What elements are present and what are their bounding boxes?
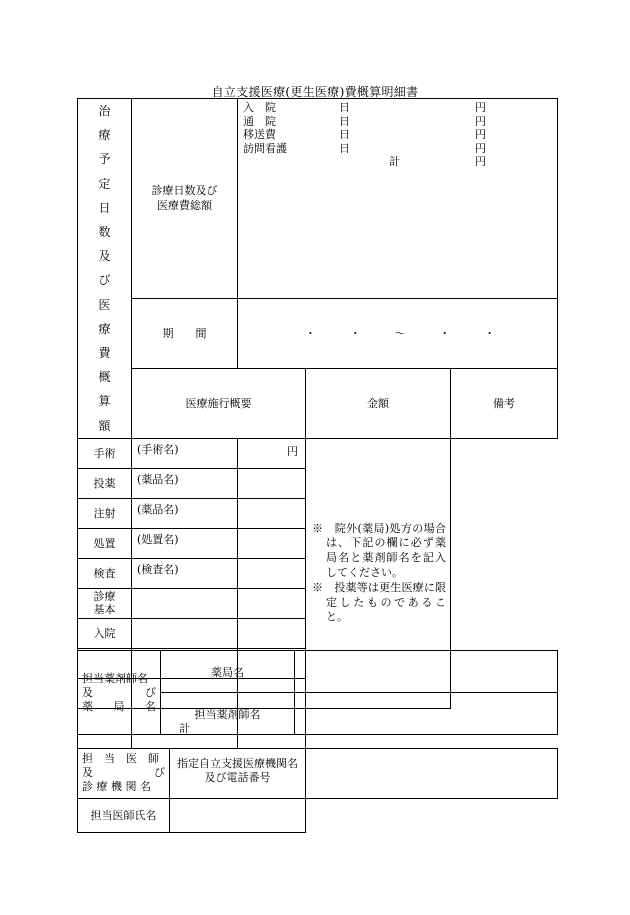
item-amount[interactable] bbox=[238, 618, 306, 648]
pharmacist-value[interactable] bbox=[295, 693, 558, 735]
cost-line-label: 通 院 bbox=[243, 114, 276, 128]
side-label-char: 医 bbox=[98, 297, 111, 312]
item-row bbox=[78, 438, 558, 468]
item-label: 検査 bbox=[78, 558, 132, 588]
cost-line[interactable] bbox=[243, 101, 557, 115]
cost-line-yen-unit: 円 bbox=[475, 101, 486, 114]
side-label-char: 額 bbox=[98, 418, 111, 433]
side-label-char: 数 bbox=[98, 225, 111, 240]
item-detail[interactable] bbox=[132, 588, 238, 618]
period-mark: ・ bbox=[304, 327, 316, 341]
form-title: 自立支援医療(更生医療)費概算明細書 bbox=[211, 85, 419, 99]
side-label-char: 定 bbox=[98, 176, 111, 191]
item-label: 入院 bbox=[78, 618, 132, 648]
side-label-char: 療 bbox=[98, 321, 111, 336]
doctor-name-label: 担当医師氏名 bbox=[78, 798, 170, 832]
period-label: 期 間 bbox=[132, 298, 238, 368]
cost-line-yen-unit: 円 bbox=[475, 141, 486, 155]
cost-total-line[interactable] bbox=[243, 155, 557, 169]
days-total-values bbox=[238, 99, 558, 299]
pharmacy-block-label: 担当薬剤師名 及 び 薬 局 名 bbox=[78, 651, 161, 735]
item-label: 投薬 bbox=[78, 468, 132, 498]
pharmacist-label: 担当薬剤師名 bbox=[161, 693, 295, 735]
pharmacy-name-value[interactable] bbox=[295, 651, 558, 693]
side-label bbox=[78, 99, 132, 439]
cost-line[interactable] bbox=[243, 115, 557, 129]
item-sub-label: (手術名) bbox=[137, 442, 179, 456]
cost-line[interactable] bbox=[243, 142, 557, 156]
pharmacy-name-label: 薬局名 bbox=[161, 651, 295, 693]
period-value[interactable] bbox=[238, 298, 558, 368]
cost-line-day-unit: 日 bbox=[339, 128, 350, 141]
days-total-label: 診療日数及び 医療費総額 bbox=[132, 99, 238, 299]
side-label-char: び bbox=[98, 273, 111, 288]
side-label-char: 及 bbox=[98, 249, 111, 264]
item-label: 処置 bbox=[78, 528, 132, 558]
item-detail[interactable] bbox=[132, 438, 238, 468]
doctor-name-value[interactable] bbox=[170, 798, 306, 832]
doctor-block-label: 担 当 医 師 及 び 診 療 機 関 名 bbox=[78, 748, 170, 798]
amount-unit: 円 bbox=[287, 444, 298, 458]
header-remarks: 備考 bbox=[451, 368, 558, 438]
subtotal-label: 計 bbox=[132, 708, 238, 748]
item-detail[interactable] bbox=[132, 468, 238, 498]
cost-line-label: 訪問看護 bbox=[243, 141, 287, 155]
cost-line-day-unit: 日 bbox=[339, 101, 350, 114]
side-label-char: 予 bbox=[98, 152, 111, 167]
cost-line-yen-unit: 円 bbox=[475, 114, 486, 128]
item-amount[interactable] bbox=[238, 498, 306, 528]
item-sub-label: (検査名) bbox=[137, 562, 179, 576]
cost-line[interactable] bbox=[243, 128, 557, 142]
item-sub-label: (薬品名) bbox=[137, 472, 179, 486]
item-label: 手術 bbox=[78, 438, 132, 468]
cost-line-day-unit: 日 bbox=[339, 114, 350, 128]
period-mark: ・ bbox=[349, 327, 361, 341]
item-detail[interactable] bbox=[132, 618, 238, 648]
institution-value[interactable] bbox=[306, 748, 558, 798]
item-detail[interactable] bbox=[132, 498, 238, 528]
side-label-char: 療 bbox=[98, 128, 111, 143]
header-amount: 金額 bbox=[306, 368, 451, 438]
side-label-char: 日 bbox=[98, 200, 111, 215]
period-mark: ・ bbox=[484, 327, 496, 341]
item-detail[interactable] bbox=[132, 558, 238, 588]
pharmacy-table bbox=[77, 650, 558, 735]
side-label-char: 算 bbox=[98, 394, 111, 409]
side-label-char: 概 bbox=[98, 370, 111, 385]
cost-total-yen-unit: 円 bbox=[475, 155, 486, 168]
remarks-note: ※ 院外(薬局)処方の場合は、下記の欄に必ず薬局名と薬剤師名を記入してください。 bbox=[312, 521, 446, 579]
cost-line-label: 移送費 bbox=[243, 128, 276, 141]
period-mark: ・ bbox=[439, 327, 451, 341]
item-amount[interactable] bbox=[238, 438, 306, 468]
item-amount[interactable] bbox=[238, 558, 306, 588]
item-amount[interactable] bbox=[238, 528, 306, 558]
header-overview: 医療施行概要 bbox=[132, 368, 306, 438]
item-label: 注射 bbox=[78, 498, 132, 528]
item-sub-label: (薬品名) bbox=[137, 502, 179, 516]
period-mark: ～ bbox=[394, 327, 406, 341]
remarks-note: ※ 投薬等は更生医療に限定したものであること。 bbox=[312, 580, 446, 624]
cost-line-day-unit: 日 bbox=[339, 141, 350, 155]
item-label: 診療 基本 bbox=[78, 588, 132, 618]
item-sub-label: (処置名) bbox=[137, 532, 179, 546]
side-label-char: 費 bbox=[98, 346, 111, 361]
item-amount[interactable] bbox=[238, 588, 306, 618]
side-label-char: 治 bbox=[98, 104, 111, 118]
cost-total-label: 計 bbox=[389, 155, 400, 168]
item-amount[interactable] bbox=[238, 468, 306, 498]
institution-label: 指定自立支援医療機関名 及び電話番号 bbox=[170, 748, 306, 798]
cost-line-label: 入 院 bbox=[243, 101, 276, 114]
cost-line-yen-unit: 円 bbox=[475, 128, 486, 141]
item-detail[interactable] bbox=[132, 528, 238, 558]
